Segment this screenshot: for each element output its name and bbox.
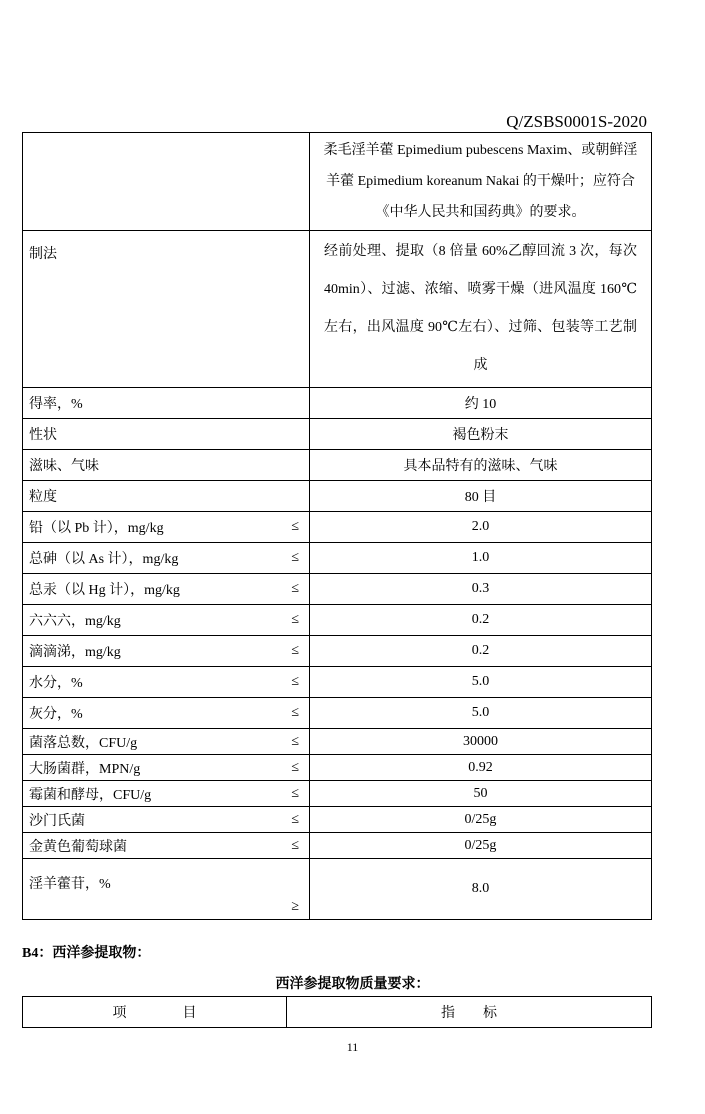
table-header-row (23, 997, 652, 1028)
table-row (23, 781, 652, 807)
item-name: 粒度 (29, 490, 57, 505)
table-row (23, 388, 652, 419)
item-value: 0.92 (310, 755, 652, 781)
page-number: 11 (346, 1040, 359, 1054)
source-value-cell (310, 133, 652, 231)
item-name: 铅（以 Pb 计），mg/kg (29, 521, 164, 536)
item-name: 金黄色葡萄球菌 (29, 839, 127, 855)
item-name: 霉菌和酵母，CFU/g (29, 787, 152, 803)
table-row (23, 574, 652, 605)
table-row (23, 833, 652, 859)
item-name: 沙门氏菌 (29, 813, 85, 829)
item-value: 50 (310, 781, 652, 807)
limit-symbol: ≤ (291, 612, 299, 627)
standard-code: Q/ZSBS0001S-2020 (506, 112, 647, 131)
limit-symbol: ≤ (291, 837, 299, 853)
table-row (23, 512, 652, 543)
item-name: 大肠菌群，MPN/g (29, 761, 141, 777)
table-row (23, 729, 652, 755)
item-value: 30000 (310, 729, 652, 755)
table-row-icariin (23, 859, 652, 920)
method-value-cell (310, 231, 652, 388)
spec-table (22, 132, 652, 920)
item-value: 8.0 (310, 859, 652, 920)
item-value: 褐色粉末 (310, 419, 652, 450)
item-value: 0.3 (310, 574, 652, 605)
limit-symbol: ≤ (291, 811, 299, 827)
method-label: 制法 (29, 247, 57, 262)
source-value: 柔毛淫羊藿 Epimedium pubescens Maxim、或朝鲜淫羊藿 Epimedium koreanum Nakai 的干燥叶；应符合《中华人民共和国药典》的要求。 (323, 143, 638, 220)
item-name: 菌落总数，CFU/g (29, 735, 138, 751)
limit-symbol: ≤ (291, 705, 299, 720)
item-name: 滴滴涕，mg/kg (29, 645, 121, 660)
item-value: 0/25g (310, 833, 652, 859)
item-value: 具本品特有的滋味、气味 (310, 450, 652, 481)
item-value: 约 10 (310, 388, 652, 419)
table-row (23, 807, 652, 833)
table-row (23, 636, 652, 667)
limit-symbol: ≤ (291, 519, 299, 534)
item-value: 2.0 (310, 512, 652, 543)
table-row (23, 698, 652, 729)
table-row (23, 543, 652, 574)
method-value: 经前处理、提取（8 倍量 60%乙醇回流 3 次，每次 40min）、过滤、浓缩、喷雾干燥（进风温度 160℃左右，出风温度 90℃左右）、过筛、包装等工艺制成 (324, 244, 637, 373)
item-name: 水分，% (29, 676, 83, 691)
table-row-source (23, 133, 652, 231)
column-header-index: 指 标 (287, 997, 652, 1028)
limit-symbol: ≤ (291, 785, 299, 801)
limit-symbol: ≤ (291, 581, 299, 596)
table-row (23, 450, 652, 481)
item-name: 得率，% (29, 397, 83, 412)
table-row (23, 419, 652, 450)
item-name: 六六六，mg/kg (29, 614, 121, 629)
table-row (23, 481, 652, 512)
item-value: 0/25g (310, 807, 652, 833)
section-subheading: 西洋参提取物质量要求： (275, 977, 430, 992)
limit-symbol: ≤ (291, 674, 299, 689)
limit-symbol: ≤ (291, 733, 299, 749)
item-value: 5.0 (310, 698, 652, 729)
item-value: 5.0 (310, 667, 652, 698)
table-row (23, 755, 652, 781)
limit-symbol: ≤ (291, 643, 299, 658)
item-name: 滋味、气味 (29, 459, 99, 474)
limit-symbol: ≤ (291, 759, 299, 775)
method-label-cell (23, 231, 310, 388)
table-row (23, 667, 652, 698)
limit-symbol: ≤ (291, 550, 299, 565)
b4-spec-table (22, 996, 652, 1028)
section-heading: B4：西洋参提取物： (22, 946, 151, 961)
column-header-item: 项 目 (23, 997, 287, 1028)
item-value: 1.0 (310, 543, 652, 574)
limit-symbol: ≥ (291, 899, 299, 914)
item-name: 总砷（以 As 计），mg/kg (29, 552, 179, 567)
item-value: 80 目 (310, 481, 652, 512)
item-name: 淫羊藿苷，% (29, 877, 111, 892)
item-name: 性状 (29, 428, 57, 443)
item-value: 0.2 (310, 605, 652, 636)
item-value: 0.2 (310, 636, 652, 667)
item-name: 总汞（以 Hg 计），mg/kg (29, 583, 180, 598)
table-row (23, 605, 652, 636)
item-name: 灰分，% (29, 707, 83, 722)
source-label-cell (23, 133, 310, 231)
table-row-method (23, 231, 652, 388)
